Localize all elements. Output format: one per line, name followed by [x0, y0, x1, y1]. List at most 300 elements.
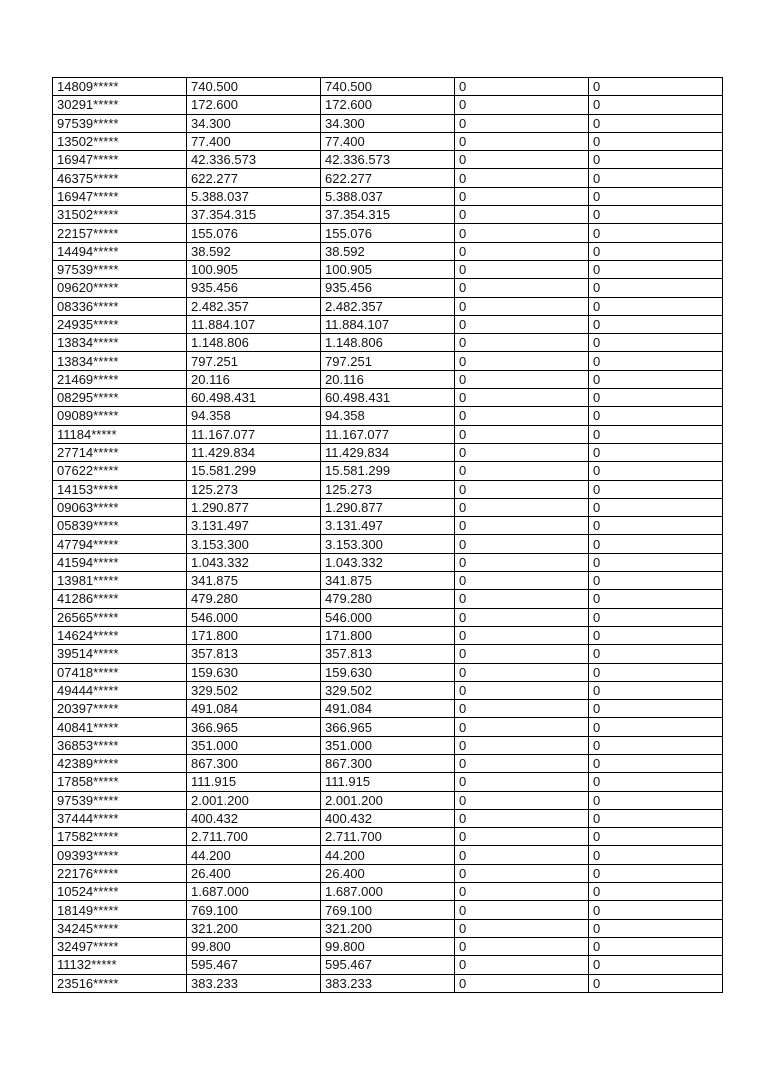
zero-cell-b: 0	[589, 96, 723, 114]
id-cell: 39514*****	[53, 645, 187, 663]
id-cell: 23516*****	[53, 974, 187, 992]
table-row	[53, 96, 723, 114]
zero-cell-b: 0	[589, 809, 723, 827]
zero-cell-b: 0	[589, 828, 723, 846]
zero-cell-a: 0	[455, 718, 589, 736]
zero-cell-a: 0	[455, 187, 589, 205]
zero-cell-a: 0	[455, 114, 589, 132]
zero-cell-b: 0	[589, 553, 723, 571]
amount-cell: 77.400	[187, 132, 321, 150]
id-cell: 22176*****	[53, 864, 187, 882]
amount-repeat-cell: 2.482.357	[321, 297, 455, 315]
zero-cell-a: 0	[455, 626, 589, 644]
table-body	[53, 78, 723, 993]
table-row	[53, 242, 723, 260]
table-row	[53, 443, 723, 461]
table-row	[53, 553, 723, 571]
amount-cell: 94.358	[187, 407, 321, 425]
amount-repeat-cell: 42.336.573	[321, 151, 455, 169]
amount-cell: 171.800	[187, 626, 321, 644]
id-cell: 34245*****	[53, 919, 187, 937]
zero-cell-b: 0	[589, 791, 723, 809]
amount-cell: 351.000	[187, 736, 321, 754]
id-cell: 07622*****	[53, 462, 187, 480]
amount-cell: 491.084	[187, 700, 321, 718]
zero-cell-b: 0	[589, 389, 723, 407]
amount-cell: 400.432	[187, 809, 321, 827]
table-row	[53, 736, 723, 754]
amount-cell: 11.429.834	[187, 443, 321, 461]
table-row	[53, 535, 723, 553]
amount-cell: 3.131.497	[187, 517, 321, 535]
zero-cell-a: 0	[455, 443, 589, 461]
amount-repeat-cell: 20.116	[321, 370, 455, 388]
id-cell: 30291*****	[53, 96, 187, 114]
amount-cell: 172.600	[187, 96, 321, 114]
amount-cell: 15.581.299	[187, 462, 321, 480]
amount-cell: 44.200	[187, 846, 321, 864]
amount-repeat-cell: 383.233	[321, 974, 455, 992]
zero-cell-a: 0	[455, 315, 589, 333]
amount-cell: 366.965	[187, 718, 321, 736]
amount-repeat-cell: 3.131.497	[321, 517, 455, 535]
id-cell: 13981*****	[53, 572, 187, 590]
amount-repeat-cell: 357.813	[321, 645, 455, 663]
zero-cell-a: 0	[455, 370, 589, 388]
table-row	[53, 114, 723, 132]
id-cell: 07418*****	[53, 663, 187, 681]
amount-cell: 11.884.107	[187, 315, 321, 333]
id-cell: 16947*****	[53, 187, 187, 205]
amount-repeat-cell: 155.076	[321, 224, 455, 242]
zero-cell-a: 0	[455, 919, 589, 937]
amount-cell: 383.233	[187, 974, 321, 992]
zero-cell-b: 0	[589, 700, 723, 718]
id-cell: 13834*****	[53, 352, 187, 370]
zero-cell-b: 0	[589, 864, 723, 882]
zero-cell-a: 0	[455, 773, 589, 791]
zero-cell-b: 0	[589, 407, 723, 425]
zero-cell-b: 0	[589, 754, 723, 772]
zero-cell-a: 0	[455, 425, 589, 443]
zero-cell-b: 0	[589, 425, 723, 443]
id-cell: 27714*****	[53, 443, 187, 461]
amount-cell: 321.200	[187, 919, 321, 937]
zero-cell-a: 0	[455, 681, 589, 699]
zero-cell-b: 0	[589, 901, 723, 919]
table-row	[53, 315, 723, 333]
zero-cell-a: 0	[455, 535, 589, 553]
id-cell: 36853*****	[53, 736, 187, 754]
table-row	[53, 919, 723, 937]
zero-cell-b: 0	[589, 151, 723, 169]
amount-repeat-cell: 1.687.000	[321, 883, 455, 901]
id-cell: 11184*****	[53, 425, 187, 443]
zero-cell-b: 0	[589, 334, 723, 352]
table-row	[53, 608, 723, 626]
table-row	[53, 937, 723, 955]
amount-cell: 100.905	[187, 260, 321, 278]
id-cell: 10524*****	[53, 883, 187, 901]
amount-repeat-cell: 171.800	[321, 626, 455, 644]
table-row	[53, 389, 723, 407]
table-row	[53, 864, 723, 882]
amount-repeat-cell: 37.354.315	[321, 206, 455, 224]
amount-repeat-cell: 366.965	[321, 718, 455, 736]
amount-repeat-cell: 479.280	[321, 590, 455, 608]
amount-repeat-cell: 3.153.300	[321, 535, 455, 553]
zero-cell-a: 0	[455, 608, 589, 626]
table-row	[53, 974, 723, 992]
amount-cell: 769.100	[187, 901, 321, 919]
zero-cell-a: 0	[455, 754, 589, 772]
amount-cell: 341.875	[187, 572, 321, 590]
zero-cell-b: 0	[589, 663, 723, 681]
zero-cell-a: 0	[455, 389, 589, 407]
id-cell: 40841*****	[53, 718, 187, 736]
amount-cell: 1.043.332	[187, 553, 321, 571]
amount-cell: 797.251	[187, 352, 321, 370]
table-row	[53, 718, 723, 736]
zero-cell-b: 0	[589, 608, 723, 626]
id-cell: 26565*****	[53, 608, 187, 626]
id-cell: 14624*****	[53, 626, 187, 644]
id-cell: 16947*****	[53, 151, 187, 169]
zero-cell-a: 0	[455, 206, 589, 224]
id-cell: 13834*****	[53, 334, 187, 352]
table-row	[53, 956, 723, 974]
zero-cell-a: 0	[455, 663, 589, 681]
amount-cell: 155.076	[187, 224, 321, 242]
amount-repeat-cell: 100.905	[321, 260, 455, 278]
id-cell: 20397*****	[53, 700, 187, 718]
table-row	[53, 590, 723, 608]
amount-cell: 2.001.200	[187, 791, 321, 809]
id-cell: 46375*****	[53, 169, 187, 187]
amount-repeat-cell: 38.592	[321, 242, 455, 260]
zero-cell-b: 0	[589, 919, 723, 937]
amount-repeat-cell: 172.600	[321, 96, 455, 114]
zero-cell-a: 0	[455, 78, 589, 96]
id-cell: 97539*****	[53, 114, 187, 132]
table-row	[53, 773, 723, 791]
id-cell: 17858*****	[53, 773, 187, 791]
id-cell: 14153*****	[53, 480, 187, 498]
zero-cell-b: 0	[589, 370, 723, 388]
amount-repeat-cell: 400.432	[321, 809, 455, 827]
zero-cell-a: 0	[455, 334, 589, 352]
amount-repeat-cell: 1.043.332	[321, 553, 455, 571]
zero-cell-b: 0	[589, 224, 723, 242]
zero-cell-a: 0	[455, 645, 589, 663]
id-cell: 97539*****	[53, 260, 187, 278]
zero-cell-b: 0	[589, 846, 723, 864]
amount-cell: 622.277	[187, 169, 321, 187]
zero-cell-a: 0	[455, 974, 589, 992]
zero-cell-a: 0	[455, 132, 589, 150]
table-row	[53, 828, 723, 846]
table-row	[53, 279, 723, 297]
table-row	[53, 901, 723, 919]
zero-cell-a: 0	[455, 480, 589, 498]
amount-repeat-cell: 546.000	[321, 608, 455, 626]
amount-repeat-cell: 491.084	[321, 700, 455, 718]
zero-cell-b: 0	[589, 297, 723, 315]
zero-cell-b: 0	[589, 773, 723, 791]
amount-cell: 37.354.315	[187, 206, 321, 224]
table-row	[53, 809, 723, 827]
amount-cell: 99.800	[187, 937, 321, 955]
amount-cell: 357.813	[187, 645, 321, 663]
table-row	[53, 846, 723, 864]
zero-cell-b: 0	[589, 517, 723, 535]
zero-cell-b: 0	[589, 718, 723, 736]
id-cell: 41594*****	[53, 553, 187, 571]
amount-repeat-cell: 111.915	[321, 773, 455, 791]
amount-repeat-cell: 351.000	[321, 736, 455, 754]
table-row	[53, 626, 723, 644]
amount-cell: 125.273	[187, 480, 321, 498]
table-row	[53, 883, 723, 901]
amount-repeat-cell: 1.148.806	[321, 334, 455, 352]
zero-cell-a: 0	[455, 937, 589, 955]
zero-cell-b: 0	[589, 645, 723, 663]
zero-cell-a: 0	[455, 169, 589, 187]
table-row	[53, 407, 723, 425]
zero-cell-a: 0	[455, 462, 589, 480]
amount-cell: 595.467	[187, 956, 321, 974]
id-cell: 13502*****	[53, 132, 187, 150]
table-row	[53, 206, 723, 224]
amount-cell: 111.915	[187, 773, 321, 791]
zero-cell-a: 0	[455, 297, 589, 315]
id-cell: 41286*****	[53, 590, 187, 608]
zero-cell-b: 0	[589, 315, 723, 333]
table-row	[53, 572, 723, 590]
amount-repeat-cell: 622.277	[321, 169, 455, 187]
zero-cell-a: 0	[455, 700, 589, 718]
amount-cell: 26.400	[187, 864, 321, 882]
zero-cell-b: 0	[589, 480, 723, 498]
zero-cell-b: 0	[589, 169, 723, 187]
id-cell: 11132*****	[53, 956, 187, 974]
table-row	[53, 425, 723, 443]
amount-repeat-cell: 1.290.877	[321, 498, 455, 516]
table-row	[53, 754, 723, 772]
table-row	[53, 224, 723, 242]
zero-cell-a: 0	[455, 809, 589, 827]
zero-cell-b: 0	[589, 114, 723, 132]
zero-cell-a: 0	[455, 407, 589, 425]
table-row	[53, 352, 723, 370]
amount-cell: 1.148.806	[187, 334, 321, 352]
zero-cell-b: 0	[589, 78, 723, 96]
zero-cell-b: 0	[589, 462, 723, 480]
zero-cell-b: 0	[589, 736, 723, 754]
amount-repeat-cell: 60.498.431	[321, 389, 455, 407]
zero-cell-a: 0	[455, 828, 589, 846]
amount-repeat-cell: 935.456	[321, 279, 455, 297]
table-row	[53, 681, 723, 699]
amount-repeat-cell: 2.711.700	[321, 828, 455, 846]
id-cell: 05839*****	[53, 517, 187, 535]
id-cell: 09089*****	[53, 407, 187, 425]
zero-cell-b: 0	[589, 498, 723, 516]
amount-cell: 60.498.431	[187, 389, 321, 407]
amount-cell: 3.153.300	[187, 535, 321, 553]
zero-cell-a: 0	[455, 883, 589, 901]
amount-cell: 34.300	[187, 114, 321, 132]
id-cell: 97539*****	[53, 791, 187, 809]
zero-cell-a: 0	[455, 96, 589, 114]
zero-cell-b: 0	[589, 279, 723, 297]
table-row	[53, 78, 723, 96]
zero-cell-b: 0	[589, 681, 723, 699]
zero-cell-b: 0	[589, 956, 723, 974]
zero-cell-a: 0	[455, 901, 589, 919]
amount-repeat-cell: 159.630	[321, 663, 455, 681]
zero-cell-a: 0	[455, 517, 589, 535]
amount-repeat-cell: 797.251	[321, 352, 455, 370]
amount-cell: 159.630	[187, 663, 321, 681]
zero-cell-b: 0	[589, 206, 723, 224]
zero-cell-a: 0	[455, 498, 589, 516]
amount-cell: 329.502	[187, 681, 321, 699]
zero-cell-a: 0	[455, 242, 589, 260]
id-cell: 09063*****	[53, 498, 187, 516]
table-row	[53, 132, 723, 150]
table-row	[53, 517, 723, 535]
id-cell: 09393*****	[53, 846, 187, 864]
table-row	[53, 645, 723, 663]
zero-cell-a: 0	[455, 279, 589, 297]
amount-repeat-cell: 15.581.299	[321, 462, 455, 480]
amount-cell: 38.592	[187, 242, 321, 260]
zero-cell-b: 0	[589, 443, 723, 461]
amount-cell: 1.687.000	[187, 883, 321, 901]
table-row	[53, 462, 723, 480]
amount-cell: 479.280	[187, 590, 321, 608]
amount-repeat-cell: 321.200	[321, 919, 455, 937]
table-row	[53, 187, 723, 205]
zero-cell-b: 0	[589, 352, 723, 370]
amount-cell: 740.500	[187, 78, 321, 96]
amount-cell: 1.290.877	[187, 498, 321, 516]
zero-cell-b: 0	[589, 937, 723, 955]
zero-cell-a: 0	[455, 736, 589, 754]
id-cell: 32497*****	[53, 937, 187, 955]
id-cell: 14494*****	[53, 242, 187, 260]
table-row	[53, 498, 723, 516]
amount-cell: 867.300	[187, 754, 321, 772]
id-cell: 24935*****	[53, 315, 187, 333]
zero-cell-b: 0	[589, 572, 723, 590]
table-row	[53, 260, 723, 278]
table-row	[53, 169, 723, 187]
id-cell: 09620*****	[53, 279, 187, 297]
zero-cell-a: 0	[455, 956, 589, 974]
amount-repeat-cell: 329.502	[321, 681, 455, 699]
amount-repeat-cell: 11.884.107	[321, 315, 455, 333]
id-cell: 42389*****	[53, 754, 187, 772]
zero-cell-a: 0	[455, 572, 589, 590]
id-cell: 31502*****	[53, 206, 187, 224]
amount-repeat-cell: 5.388.037	[321, 187, 455, 205]
id-cell: 17582*****	[53, 828, 187, 846]
zero-cell-b: 0	[589, 132, 723, 150]
zero-cell-b: 0	[589, 260, 723, 278]
zero-cell-b: 0	[589, 590, 723, 608]
table-row	[53, 297, 723, 315]
id-cell: 08336*****	[53, 297, 187, 315]
table-row	[53, 151, 723, 169]
zero-cell-b: 0	[589, 626, 723, 644]
id-cell: 18149*****	[53, 901, 187, 919]
data-table	[52, 77, 723, 993]
amount-repeat-cell: 740.500	[321, 78, 455, 96]
zero-cell-a: 0	[455, 151, 589, 169]
zero-cell-a: 0	[455, 846, 589, 864]
amount-cell: 2.482.357	[187, 297, 321, 315]
id-cell: 37444*****	[53, 809, 187, 827]
amount-cell: 11.167.077	[187, 425, 321, 443]
zero-cell-b: 0	[589, 535, 723, 553]
amount-repeat-cell: 2.001.200	[321, 791, 455, 809]
id-cell: 08295*****	[53, 389, 187, 407]
zero-cell-b: 0	[589, 242, 723, 260]
amount-repeat-cell: 34.300	[321, 114, 455, 132]
table-row	[53, 370, 723, 388]
table-row	[53, 334, 723, 352]
zero-cell-a: 0	[455, 352, 589, 370]
amount-repeat-cell: 125.273	[321, 480, 455, 498]
table-row	[53, 791, 723, 809]
amount-repeat-cell: 769.100	[321, 901, 455, 919]
zero-cell-a: 0	[455, 864, 589, 882]
id-cell: 22157*****	[53, 224, 187, 242]
zero-cell-b: 0	[589, 187, 723, 205]
amount-repeat-cell: 94.358	[321, 407, 455, 425]
id-cell: 14809*****	[53, 78, 187, 96]
id-cell: 47794*****	[53, 535, 187, 553]
zero-cell-a: 0	[455, 791, 589, 809]
zero-cell-a: 0	[455, 553, 589, 571]
amount-repeat-cell: 44.200	[321, 846, 455, 864]
id-cell: 21469*****	[53, 370, 187, 388]
amount-repeat-cell: 26.400	[321, 864, 455, 882]
id-cell: 49444*****	[53, 681, 187, 699]
amount-repeat-cell: 595.467	[321, 956, 455, 974]
zero-cell-a: 0	[455, 260, 589, 278]
table-row	[53, 700, 723, 718]
zero-cell-b: 0	[589, 974, 723, 992]
amount-repeat-cell: 341.875	[321, 572, 455, 590]
table-row	[53, 480, 723, 498]
amount-cell: 546.000	[187, 608, 321, 626]
amount-repeat-cell: 11.167.077	[321, 425, 455, 443]
amount-cell: 2.711.700	[187, 828, 321, 846]
zero-cell-a: 0	[455, 224, 589, 242]
amount-repeat-cell: 867.300	[321, 754, 455, 772]
amount-repeat-cell: 99.800	[321, 937, 455, 955]
amount-cell: 935.456	[187, 279, 321, 297]
amount-cell: 5.388.037	[187, 187, 321, 205]
zero-cell-a: 0	[455, 590, 589, 608]
amount-repeat-cell: 77.400	[321, 132, 455, 150]
amount-cell: 20.116	[187, 370, 321, 388]
zero-cell-b: 0	[589, 883, 723, 901]
table-row	[53, 663, 723, 681]
